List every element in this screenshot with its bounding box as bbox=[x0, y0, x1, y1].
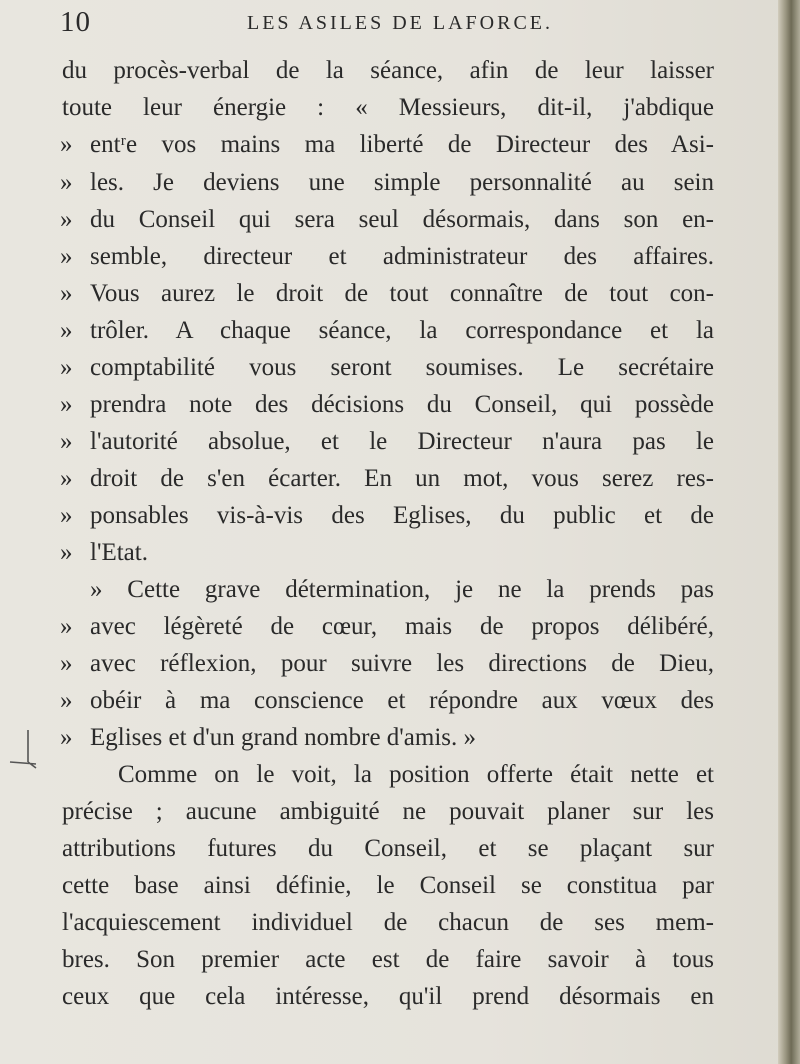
line-text: avec réflexion, pour suivre les directions de Dieu, bbox=[90, 650, 714, 677]
text-line bbox=[62, 572, 714, 608]
text-line bbox=[62, 165, 714, 201]
line-text: droit de s'en écarter. En un mot, vous serez res- bbox=[90, 465, 714, 492]
text-line bbox=[62, 424, 714, 460]
text-line bbox=[62, 239, 714, 275]
guillemet: » bbox=[60, 687, 73, 714]
text-line bbox=[62, 202, 714, 238]
guillemet: » bbox=[60, 428, 73, 455]
line-text: prendra note des décisions du Conseil, qui possède bbox=[90, 391, 714, 418]
text-line bbox=[62, 646, 714, 682]
text-line bbox=[62, 905, 714, 941]
guillemet: » bbox=[60, 131, 73, 158]
guillemet: » bbox=[60, 391, 73, 418]
line-text: avec légèreté de cœur, mais de propos délibéré, bbox=[90, 613, 714, 640]
text-line bbox=[62, 498, 714, 534]
text-line bbox=[62, 942, 714, 978]
text-line bbox=[62, 979, 714, 1015]
text-line bbox=[62, 720, 714, 756]
line-text: précise ; aucune ambiguité ne pouvait planer sur les bbox=[62, 798, 714, 825]
guillemet: » bbox=[60, 354, 73, 381]
guillemet: » bbox=[60, 613, 73, 640]
line-text: toute leur énergie : « Messieurs, dit-il, j'abdique bbox=[62, 94, 714, 121]
line-text: l'autorité absolue, et le Directeur n'aura pas le bbox=[90, 428, 714, 455]
text-line bbox=[62, 127, 714, 163]
line-text: Eglises et d'un grand nombre d'amis. » bbox=[90, 724, 477, 751]
line-text: du procès-verbal de la séance, afin de leur laisser bbox=[62, 57, 714, 84]
guillemet: » bbox=[60, 169, 73, 196]
text-line bbox=[62, 868, 714, 904]
text-line bbox=[62, 350, 714, 386]
page-edge-shadow bbox=[778, 0, 800, 1064]
text-line bbox=[62, 53, 714, 89]
line-text: ponsables vis-à-vis des Eglises, du public et de bbox=[90, 502, 714, 529]
page-header bbox=[60, 6, 740, 40]
line-text: semble, directeur et administrateur des affaires. bbox=[90, 243, 714, 270]
text-line bbox=[62, 313, 714, 349]
text-line bbox=[62, 683, 714, 719]
line-text: comptabilité vous seront soumises. Le secrétaire bbox=[90, 354, 714, 381]
text-line bbox=[62, 609, 714, 645]
text-line bbox=[62, 535, 714, 571]
guillemet: » bbox=[60, 502, 73, 529]
line-text: trôler. A chaque séance, la correspondance et la bbox=[90, 317, 714, 344]
text-line bbox=[62, 90, 714, 126]
text-line bbox=[62, 794, 714, 830]
text-line bbox=[62, 831, 714, 867]
line-text: cette base ainsi définie, le Conseil se constitua par bbox=[62, 872, 714, 899]
line-text: attributions futures du Conseil, et se plaçant sur bbox=[62, 835, 714, 862]
line-text: l'Etat. bbox=[90, 539, 148, 566]
text-line bbox=[62, 387, 714, 423]
line-text: » Cette grave détermination, je ne la prends pas bbox=[90, 576, 714, 603]
line-text: bres. Son premier acte est de faire savoir à tous bbox=[62, 946, 714, 973]
guillemet: » bbox=[60, 243, 73, 270]
line-text: entʳe vos mains ma liberté de Directeur des Asi- bbox=[90, 131, 714, 158]
line-text: du Conseil qui sera seul désormais, dans son en- bbox=[90, 206, 714, 233]
line-text: Comme on le voit, la position offerte était nette et bbox=[118, 761, 714, 788]
line-text: les. Je deviens une simple personnalité au sein bbox=[90, 169, 714, 196]
guillemet: » bbox=[60, 724, 73, 751]
text-line bbox=[62, 276, 714, 312]
guillemet: » bbox=[60, 539, 73, 566]
guillemet: » bbox=[60, 317, 73, 344]
line-text: obéir à ma conscience et répondre aux vœux des bbox=[90, 687, 714, 714]
text-line bbox=[62, 757, 714, 793]
running-title: LES ASILES DE LAFORCE. bbox=[246, 12, 554, 34]
margin-pencil-mark bbox=[6, 728, 40, 772]
guillemet: » bbox=[60, 206, 73, 233]
line-text: ceux que cela intéresse, qu'il prend désormais en bbox=[62, 983, 714, 1010]
guillemet: » bbox=[60, 280, 73, 307]
page-number: 10 bbox=[60, 6, 91, 38]
guillemet: » bbox=[60, 650, 73, 677]
line-text: Vous aurez le droit de tout connaître de tout con- bbox=[90, 280, 714, 307]
text-line bbox=[62, 461, 714, 497]
line-text: l'acquiescement individuel de chacun de ses mem- bbox=[62, 909, 714, 936]
guillemet: » bbox=[60, 465, 73, 492]
